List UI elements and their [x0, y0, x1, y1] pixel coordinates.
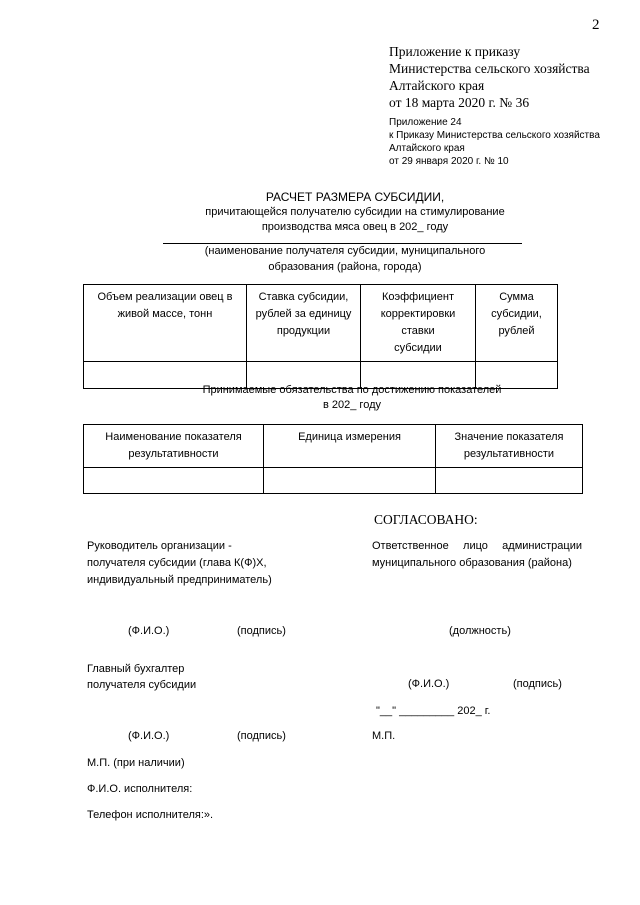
signature-label: (подпись) [513, 678, 562, 690]
left-signer: индивидуальный предприниматель) [87, 574, 272, 586]
accountant-label: Главный бухгалтер [87, 663, 185, 675]
executor-phone-label: Телефон исполнителя:». [87, 809, 214, 821]
header-unit: Единица измерения [264, 425, 436, 468]
fio-label: (Ф.И.О.) [128, 730, 170, 742]
subheader-line: Алтайского края [389, 143, 465, 154]
header-rate: Ставка субсидии, рублей за единицу продукции [247, 285, 361, 362]
header-indicator-name: Наименование показателя результативности [84, 425, 264, 468]
signature-label: (подпись) [237, 730, 286, 742]
title-line: причитающейся получателю субсидии на стимулирование [205, 206, 505, 218]
cell-indicator-name[interactable] [84, 468, 264, 494]
fio-label: (Ф.И.О.) [408, 678, 450, 690]
indicators-table [83, 424, 583, 494]
obligations-year: в 202_ году [323, 399, 381, 411]
obligations-title: Принимаемые обязательства по достижению показателей [202, 384, 502, 396]
cell-indicator-value[interactable] [436, 468, 583, 494]
header-line: Министерства сельского хозяйства [389, 61, 590, 76]
subheader-line: к Приказу Министерства сельского хозяйства [389, 130, 600, 141]
subsidy-table [83, 284, 558, 389]
executor-name-label: Ф.И.О. исполнителя: [87, 783, 193, 795]
stamp-optional-label: М.П. (при наличии) [87, 757, 185, 769]
recipient-caption: образования (района, города) [268, 261, 422, 273]
right-signer: Ответственное лицо администрации [372, 540, 582, 552]
accountant-label: получателя субсидии [87, 679, 197, 691]
position-label: (должность) [449, 625, 511, 637]
subheader-line: от 29 января 2020 г. № 10 [389, 156, 509, 167]
left-signer: Руководитель организации - [87, 540, 232, 552]
cell-unit[interactable] [264, 468, 436, 494]
agreed-label: СОГЛАСОВАНО: [374, 512, 478, 527]
subheader-line: Приложение 24 [389, 117, 462, 128]
header-coefficient: Коэффициент корректировки ставки субсидии [361, 285, 476, 362]
header-line: от 18 марта 2020 г. № 36 [389, 95, 530, 110]
header-sum: Сумма субсидии, рублей [476, 285, 558, 362]
header-line: Алтайского края [389, 78, 485, 93]
recipient-name-line [163, 243, 522, 244]
document-title: РАСЧЕТ РАЗМЕРА СУБСИДИИ, [265, 190, 445, 204]
header-volume: Объем реализации овец в живой массе, тонн [84, 285, 247, 362]
title-line: производства мяса овец в 202_ году [261, 221, 449, 233]
recipient-caption: (наименование получателя субсидии, муниципального [204, 245, 486, 257]
header-indicator-value: Значение показателя результативности [436, 425, 583, 468]
right-signer: муниципального образования (района) [372, 557, 572, 569]
signature-label: (подпись) [237, 625, 286, 637]
date-line: "__" _________ 202_ г. [376, 705, 491, 717]
fio-label: (Ф.И.О.) [128, 625, 170, 637]
page-number: 2 [592, 17, 600, 33]
header-line: Приложение к приказу [389, 44, 521, 59]
left-signer: получателя субсидии (глава К(Ф)Х, [87, 557, 267, 569]
stamp-label: М.П. [372, 730, 396, 742]
